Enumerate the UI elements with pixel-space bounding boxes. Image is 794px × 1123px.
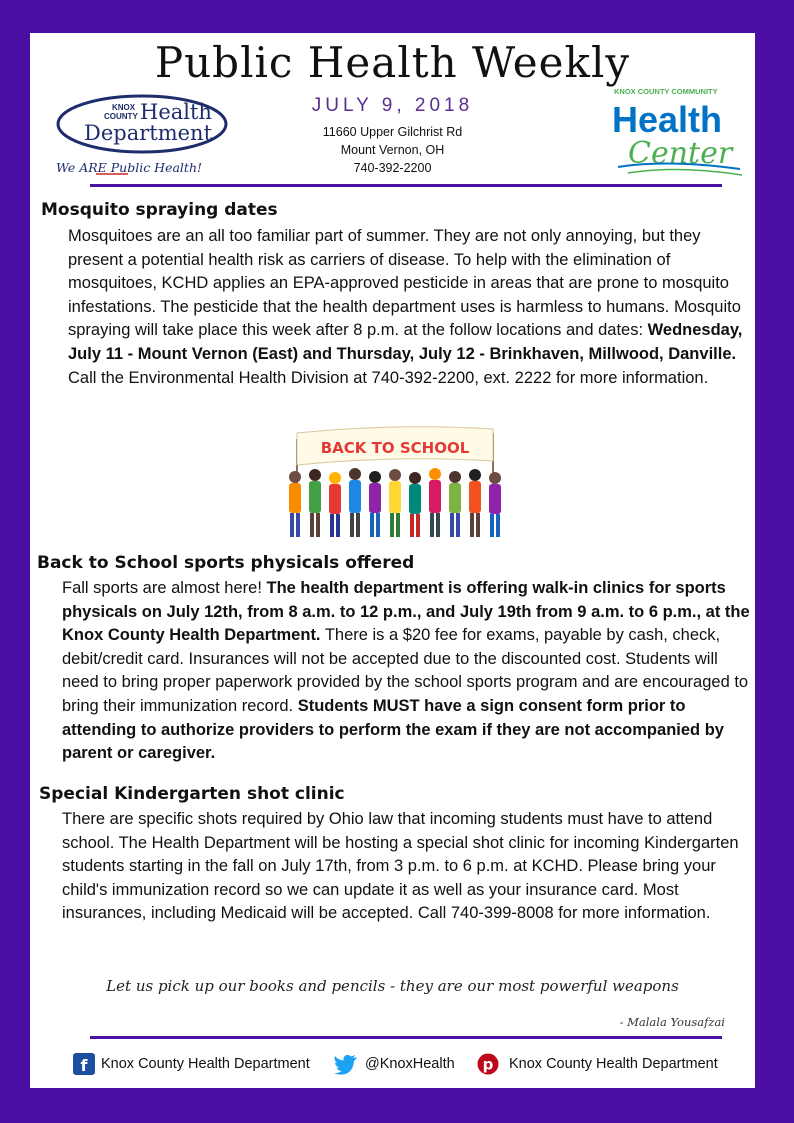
footer — [30, 1053, 755, 1079]
pinterest-label: Knox County Health Department — [509, 1056, 718, 1072]
back-to-school-illustration — [275, 425, 515, 545]
logo-county: COUNTY — [104, 112, 138, 121]
facebook-link[interactable] — [73, 1053, 310, 1075]
pinterest-icon — [477, 1053, 503, 1075]
phone-number: 740-392-2200 — [353, 161, 432, 175]
section-heading-physicals: Back to School sports physicals offered — [37, 553, 415, 573]
hc-logo-health: Health — [612, 99, 723, 140]
section-body-kindergarten: There are specific shots required by Ohio law that incoming students must have to attend school. The Health Department will be hosting a special shot clinic for incoming Kindergarten students starting in the fall on July 17th, from 3 p.m. to 6 p.m. at KCHD. Please bring your child's immunization record so we can update it as well as your insurance card. Most insurances, including Medicaid will be accepted. Call 740-399-8008 for more information. — [62, 810, 739, 923]
section-body-mosquito: Mosquitoes are an all too familiar part of summer. They are not only annoying, but they present a potential health risk as carriers of disease. To help with the elimination of mosquitoes, KCHD applies an EPA-approved pesticide in areas that are prone to mosquito infestations. The pesticide that the health department uses is harmless to humans. Mosquito spraying will take place this week after 8 p.m. at the follow locations and dates: Wednesday, July 11 - Mount Vernon (East) and Thursday, July 12 - Brinkhaven, Millwood, Danville. Call the Environmental Health Division at 740-392-2200, ext. 2222 for more information. — [68, 227, 743, 387]
logo-department: Department — [84, 121, 213, 145]
pinterest-link[interactable] — [477, 1053, 718, 1075]
quote-author: - Malala Yousafzai — [619, 1015, 725, 1029]
newsletter-page — [30, 33, 755, 1088]
section-heading-kindergarten: Special Kindergarten shot clinic — [39, 784, 345, 804]
twitter-icon — [333, 1053, 359, 1075]
section-body-physicals: Fall sports are almost here! The health department is offering walk-in clinics for sports physicals on July 12th, from 8 a.m. to 12 p.m., and July 19th from 9 a.m. to 6 p.m., at the Knox County Health Department. There is a $20 fee for exams, payable by cash, check, debit/credit card. Insurances will not be accepted due to the discounted cost. Students will need to bring proper paperwork provided by the school sports program and are encouraged to bring their immunization record. Students MUST have a sign consent form prior to attending to authorize providers to perform the exam if they are not accompanied by parent or caregiver. — [62, 579, 750, 763]
footer-rule — [90, 1036, 722, 1039]
address-line2: Mount Vernon, OH — [340, 143, 445, 157]
banner-text: BACK TO SCHOOL — [320, 439, 470, 457]
hc-logo-top: KNOX COUNTY COMMUNITY — [614, 87, 718, 96]
logo-tagline: We ARE Public Health! — [56, 160, 203, 175]
health-center-logo — [608, 85, 748, 177]
logo-health: Health — [140, 100, 212, 124]
twitter-label: @KnoxHealth — [365, 1056, 455, 1072]
facebook-label: Knox County Health Department — [101, 1056, 310, 1072]
masthead-title: Public Health Weekly — [154, 38, 631, 87]
issue-date: JULY 9, 2018 — [311, 95, 474, 116]
svg-text:f: f — [80, 1056, 88, 1075]
svg-text:p: p — [482, 1055, 494, 1074]
children-group — [289, 468, 501, 537]
section-heading-mosquito: Mosquito spraying dates — [41, 200, 278, 220]
twitter-link[interactable] — [333, 1053, 455, 1075]
header-rule — [90, 184, 722, 187]
address-line1: 11660 Upper Gilchrist Rd — [322, 125, 463, 139]
hc-logo-center: Center — [628, 136, 733, 171]
quote-text: Let us pick up our books and pencils - they are our most powerful weapons — [106, 977, 679, 995]
facebook-icon — [73, 1053, 95, 1075]
logo-knox: KNOX — [112, 103, 136, 112]
